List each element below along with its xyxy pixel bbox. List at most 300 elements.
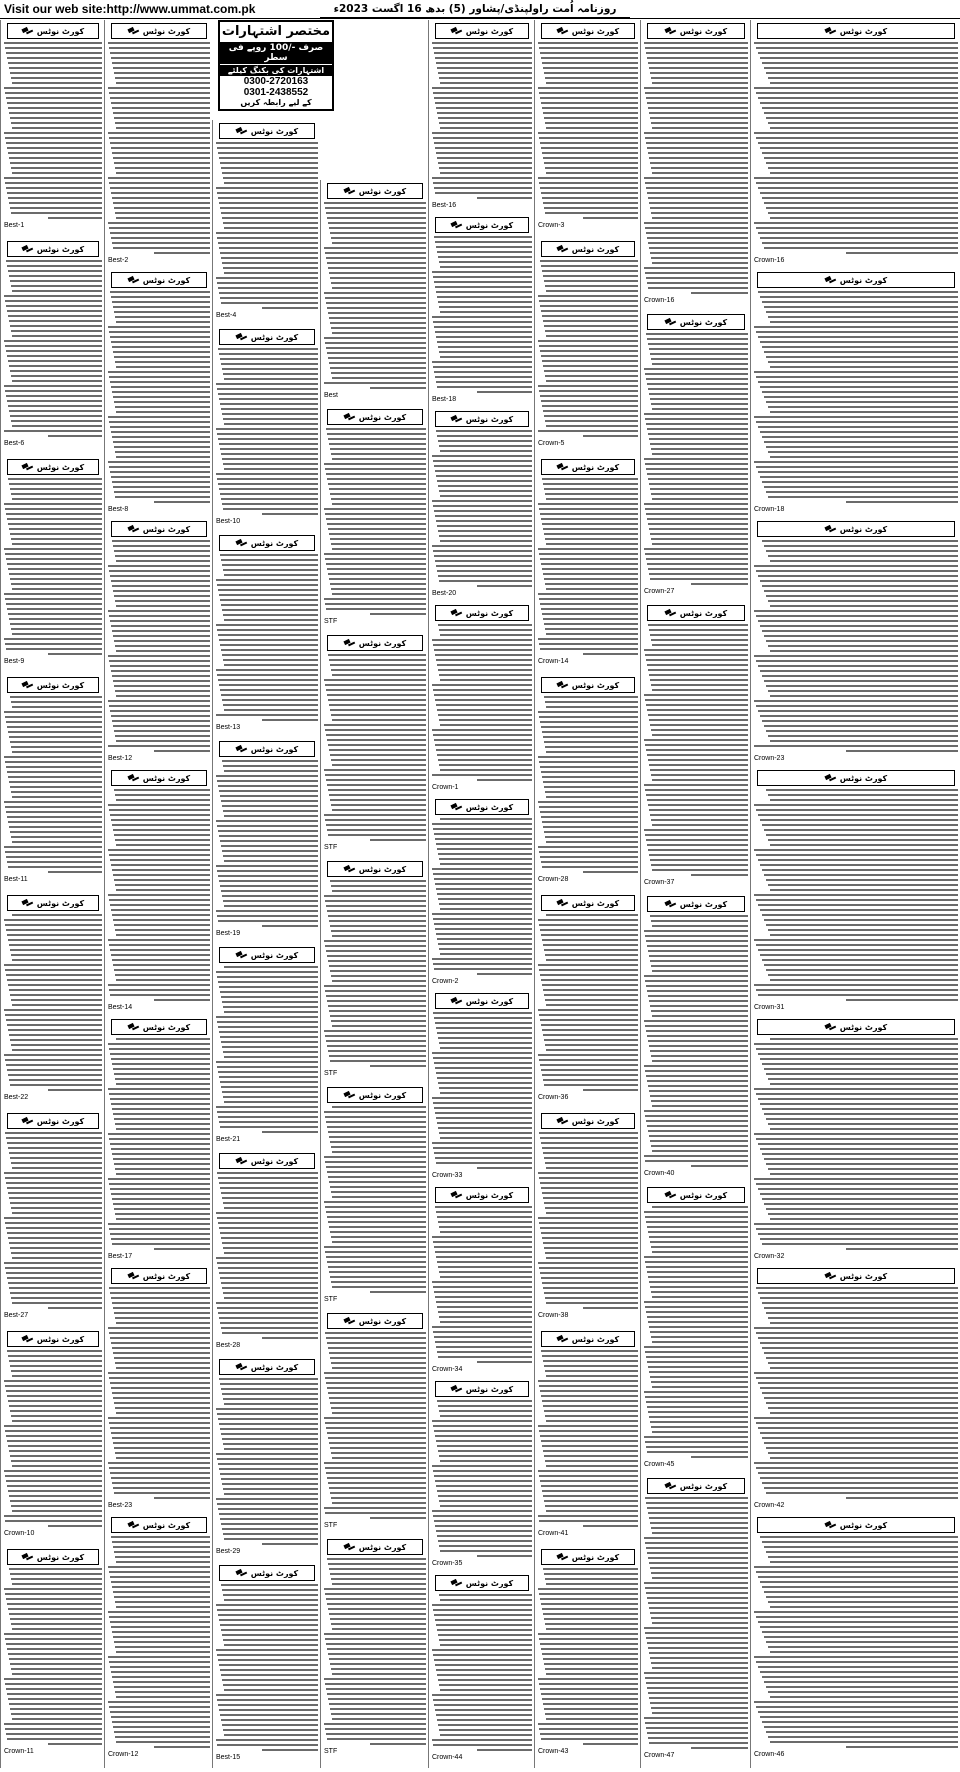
text-line	[434, 1062, 532, 1064]
text-line	[331, 1668, 426, 1670]
text-line	[540, 1688, 638, 1690]
text-line	[8, 1074, 102, 1076]
text-line	[108, 1088, 210, 1090]
text-line	[218, 1418, 318, 1420]
text-line	[762, 720, 958, 722]
text-line	[766, 924, 958, 926]
notice-heading	[435, 1187, 529, 1203]
text-line	[439, 1042, 532, 1044]
text-line	[109, 466, 210, 468]
text-line	[432, 500, 532, 502]
text-line	[115, 555, 210, 557]
text-line	[583, 1743, 638, 1745]
notice-code: Crown-14	[538, 658, 569, 665]
text-line	[324, 508, 426, 510]
text-line	[650, 72, 748, 74]
text-line	[221, 1584, 318, 1586]
text-line	[224, 1056, 318, 1058]
text-line	[439, 167, 532, 169]
court-notice	[321, 1084, 429, 1310]
text-line	[647, 102, 748, 104]
text-line	[325, 1332, 426, 1334]
text-line	[546, 1628, 638, 1630]
text-line	[221, 1433, 318, 1435]
text-line	[329, 1271, 426, 1273]
text-line	[326, 1643, 426, 1645]
notice-code: Best-20	[432, 590, 457, 597]
text-line	[762, 1063, 958, 1065]
notice-code: Crown-35	[432, 1560, 463, 1567]
text-line	[648, 1366, 748, 1368]
text-line	[223, 1247, 318, 1249]
text-line	[326, 473, 426, 475]
text-line	[6, 721, 102, 723]
text-line	[539, 1638, 638, 1640]
text-line	[327, 1648, 426, 1650]
text-line	[546, 380, 638, 382]
text-line	[754, 1327, 958, 1329]
notice-text	[535, 478, 641, 655]
text-line	[770, 605, 958, 607]
text-line	[221, 694, 318, 696]
text-line	[434, 510, 532, 512]
text-line	[540, 929, 638, 931]
text-line	[649, 528, 748, 530]
text-line	[762, 585, 958, 587]
text-line	[5, 1683, 102, 1685]
text-line	[9, 1658, 102, 1660]
text-line	[12, 1049, 102, 1051]
text-line	[112, 720, 210, 722]
text-line	[439, 1316, 532, 1318]
gavel-icon	[825, 1272, 836, 1280]
text-line	[223, 1096, 318, 1098]
text-line	[540, 260, 638, 262]
notice-heading	[111, 1019, 207, 1035]
text-line	[434, 97, 532, 99]
text-line	[542, 1445, 638, 1447]
text-line	[220, 1714, 318, 1716]
text-line	[544, 786, 638, 788]
text-line	[644, 267, 748, 269]
text-line	[116, 1322, 210, 1324]
text-line	[332, 935, 426, 937]
text-line	[434, 739, 532, 741]
text-line	[110, 904, 210, 906]
text-line	[543, 67, 638, 69]
text-line	[538, 846, 638, 848]
text-line	[7, 57, 102, 59]
text-line	[440, 127, 532, 129]
text-line	[108, 1133, 210, 1135]
text-line	[112, 675, 210, 677]
text-line	[111, 1477, 210, 1479]
text-line	[542, 197, 638, 199]
text-line	[760, 476, 958, 478]
text-line	[219, 790, 318, 792]
court-notice	[321, 1536, 429, 1762]
text-line	[432, 1052, 532, 1054]
text-line	[324, 337, 426, 339]
text-line	[328, 1266, 426, 1268]
text-line	[114, 789, 210, 791]
court-notice	[535, 1328, 641, 1546]
text-line	[439, 580, 532, 582]
gavel-icon	[665, 318, 676, 326]
text-line	[756, 47, 958, 49]
text-line	[651, 965, 748, 967]
court-notice	[535, 1110, 641, 1328]
text-line	[4, 846, 102, 848]
text-line	[440, 1137, 532, 1139]
gavel-icon	[128, 1521, 139, 1529]
text-line	[327, 1000, 426, 1002]
text-line	[647, 1451, 748, 1453]
text-line	[114, 550, 210, 552]
text-line	[327, 1558, 426, 1560]
text-line	[326, 779, 426, 781]
notice-heading-label: کورٹ نوٹس	[571, 462, 620, 472]
text-line	[4, 1009, 102, 1011]
text-line	[326, 257, 426, 259]
text-line	[115, 77, 210, 79]
text-line	[328, 573, 426, 575]
text-line	[434, 281, 532, 283]
text-line	[649, 483, 748, 485]
text-line	[432, 177, 532, 179]
text-line	[545, 167, 638, 169]
text-line	[650, 578, 748, 580]
text-line	[762, 1482, 958, 1484]
text-line	[432, 271, 532, 273]
text-line	[652, 408, 748, 410]
text-line	[648, 1130, 748, 1132]
notice-text	[1, 42, 105, 219]
notice-text	[213, 554, 321, 721]
text-line	[7, 355, 102, 357]
text-line	[325, 1422, 426, 1424]
notice-heading-label: کورٹ نوٹس	[36, 462, 85, 472]
text-line	[116, 1128, 210, 1130]
text-line	[223, 463, 318, 465]
text-line	[327, 352, 426, 354]
website-url[interactable]: Visit our web site:http://www.ummat.com.pk	[4, 2, 256, 16]
text-line	[329, 317, 426, 319]
text-line	[327, 262, 426, 264]
text-line	[440, 1550, 532, 1552]
text-line	[644, 1346, 748, 1348]
text-line	[766, 1686, 958, 1688]
text-line	[762, 959, 958, 961]
text-line	[224, 1252, 318, 1254]
text-line	[645, 654, 748, 656]
text-line	[434, 142, 532, 144]
text-line	[764, 1352, 958, 1354]
text-line	[764, 247, 958, 249]
text-line	[764, 1068, 958, 1070]
text-line	[760, 386, 958, 388]
text-line	[541, 400, 638, 402]
notice-text	[429, 818, 535, 975]
text-line	[646, 1502, 748, 1504]
text-line	[329, 749, 426, 751]
text-line	[477, 585, 532, 587]
notice-heading-label: کورٹ نوٹس	[679, 1190, 728, 1200]
text-line	[111, 1297, 210, 1299]
text-line	[646, 1637, 748, 1639]
text-line	[329, 1703, 426, 1705]
text-line	[116, 1651, 210, 1653]
text-line	[109, 1287, 210, 1289]
text-line	[539, 1222, 638, 1224]
text-line	[327, 307, 426, 309]
text-line	[220, 358, 318, 360]
text-line	[11, 836, 102, 838]
text-line	[648, 1557, 748, 1559]
text-line	[439, 261, 532, 263]
text-line	[9, 1450, 102, 1452]
text-line	[113, 247, 210, 249]
court-notice	[429, 214, 535, 408]
text-line	[437, 1077, 532, 1079]
notice-heading-label: کورٹ نوٹس	[465, 1578, 514, 1588]
text-line	[768, 496, 958, 498]
text-line	[546, 1510, 638, 1512]
text-line	[7, 265, 102, 267]
text-line	[114, 1402, 210, 1404]
text-line	[764, 545, 958, 547]
text-line	[583, 871, 638, 873]
notice-code: Crown-16	[754, 257, 785, 264]
ad-phone-1[interactable]: 0300-2720163	[243, 76, 309, 87]
text-line	[109, 705, 210, 707]
text-line	[435, 286, 532, 288]
text-line	[546, 1212, 638, 1214]
text-line	[108, 461, 210, 463]
notice-code: Best-12	[108, 755, 133, 762]
notice-code: Best-27	[4, 1312, 29, 1319]
notice-heading	[757, 521, 955, 537]
text-line	[216, 1016, 318, 1018]
text-line	[652, 363, 748, 365]
text-line	[262, 307, 318, 309]
text-line	[434, 923, 532, 925]
notice-heading	[757, 272, 955, 288]
text-line	[116, 172, 210, 174]
text-line	[10, 1455, 102, 1457]
court-notice	[429, 990, 535, 1184]
gavel-icon	[451, 1579, 462, 1587]
text-line	[644, 548, 748, 550]
text-line	[651, 819, 748, 821]
notice-text	[751, 1287, 960, 1499]
text-line	[324, 1588, 426, 1590]
text-line	[760, 102, 958, 104]
text-line	[651, 1055, 748, 1057]
text-line	[644, 930, 748, 932]
text-line	[12, 127, 102, 129]
court-notice	[321, 632, 429, 858]
text-line	[435, 654, 532, 656]
text-line	[220, 1322, 318, 1324]
text-line	[754, 1043, 958, 1045]
text-line	[324, 292, 426, 294]
text-line	[760, 1581, 958, 1583]
text-line	[545, 583, 638, 585]
text-line	[754, 1417, 958, 1419]
text-line	[768, 451, 958, 453]
text-line	[218, 1463, 318, 1465]
text-line	[7, 1024, 102, 1026]
text-line	[433, 1241, 532, 1243]
text-line	[219, 1182, 318, 1184]
text-line	[756, 1467, 958, 1469]
text-line	[112, 107, 210, 109]
text-line	[648, 242, 748, 244]
text-line	[116, 605, 210, 607]
text-line	[110, 994, 210, 996]
text-line	[110, 1233, 210, 1235]
text-line	[544, 623, 638, 625]
gavel-icon	[451, 27, 462, 35]
text-line	[327, 1342, 426, 1344]
notice-heading	[7, 895, 99, 911]
text-line	[116, 127, 210, 129]
text-line	[112, 1586, 210, 1588]
text-line	[433, 644, 532, 646]
text-line	[331, 453, 426, 455]
text-line	[5, 1638, 102, 1640]
text-line	[9, 736, 102, 738]
text-line	[216, 1649, 318, 1651]
text-line	[543, 410, 638, 412]
text-line	[330, 367, 426, 369]
text-line	[647, 1271, 748, 1273]
text-line	[546, 1465, 638, 1467]
text-line	[645, 418, 748, 420]
notice-code: Crown-44	[432, 1754, 463, 1761]
text-line	[437, 525, 532, 527]
text-line	[112, 481, 210, 483]
text-line	[766, 446, 958, 448]
text-line	[437, 251, 532, 253]
text-line	[108, 87, 210, 89]
text-line	[652, 824, 748, 826]
text-line	[541, 1024, 638, 1026]
text-line	[4, 919, 102, 921]
ad-phone-2[interactable]: 0301-2438552	[243, 87, 309, 98]
text-line	[8, 1698, 102, 1700]
text-line	[644, 1301, 748, 1303]
text-line	[114, 834, 210, 836]
text-line	[113, 680, 210, 682]
text-line	[222, 1001, 318, 1003]
text-line	[756, 705, 958, 707]
text-line	[436, 475, 532, 477]
text-line	[760, 1238, 958, 1240]
text-line	[770, 560, 958, 562]
text-line	[108, 610, 210, 612]
text-line	[433, 1331, 532, 1333]
text-line	[217, 192, 318, 194]
text-line	[326, 608, 426, 610]
text-line	[768, 167, 958, 169]
text-line	[113, 964, 210, 966]
text-line	[111, 670, 210, 672]
notice-code: Crown-18	[754, 506, 785, 513]
text-line	[5, 643, 102, 645]
text-line	[224, 815, 318, 817]
text-line	[324, 1462, 426, 1464]
text-line	[754, 416, 958, 418]
text-line	[112, 1676, 210, 1678]
text-line	[108, 745, 210, 747]
gavel-icon	[825, 27, 836, 35]
text-line	[756, 570, 958, 572]
text-line	[223, 1006, 318, 1008]
text-line	[9, 1287, 102, 1289]
text-line	[223, 1729, 318, 1731]
notice-code: Crown-27	[644, 588, 675, 595]
text-line	[154, 501, 210, 503]
text-line	[544, 1410, 638, 1412]
text-line	[433, 1609, 532, 1611]
text-line	[115, 1317, 210, 1319]
text-line	[328, 744, 426, 746]
text-line	[332, 809, 426, 811]
text-line	[5, 300, 102, 302]
text-line	[109, 1377, 210, 1379]
text-line	[438, 898, 532, 900]
text-line	[12, 706, 102, 708]
text-line	[115, 1556, 210, 1558]
text-line	[108, 416, 210, 418]
text-line	[436, 1714, 532, 1716]
text-line	[432, 1420, 532, 1422]
text-line	[647, 844, 748, 846]
text-line	[111, 1716, 210, 1718]
text-line	[758, 814, 958, 816]
text-line	[436, 520, 532, 522]
text-line	[440, 1734, 532, 1736]
court-notice	[321, 858, 429, 1084]
court-notice	[1, 456, 105, 674]
text-line	[644, 368, 748, 370]
text-line	[645, 1677, 748, 1679]
text-line	[436, 565, 532, 567]
text-line	[538, 1678, 638, 1680]
text-line	[217, 1503, 318, 1505]
text-line	[540, 1480, 638, 1482]
notice-code: Crown-12	[108, 1751, 139, 1758]
text-line	[436, 430, 532, 432]
text-line	[760, 1432, 958, 1434]
text-line	[439, 1684, 532, 1686]
text-line	[111, 864, 210, 866]
notice-code: Best-10	[216, 518, 241, 525]
text-line	[432, 1097, 532, 1099]
text-line	[330, 1402, 426, 1404]
gavel-icon	[344, 413, 355, 421]
text-line	[7, 518, 102, 520]
text-line	[770, 82, 958, 84]
text-line	[438, 256, 532, 258]
text-line	[435, 1067, 532, 1069]
text-line	[223, 810, 318, 812]
text-line	[112, 1108, 210, 1110]
notice-heading	[757, 1517, 955, 1533]
text-line	[770, 1651, 958, 1653]
